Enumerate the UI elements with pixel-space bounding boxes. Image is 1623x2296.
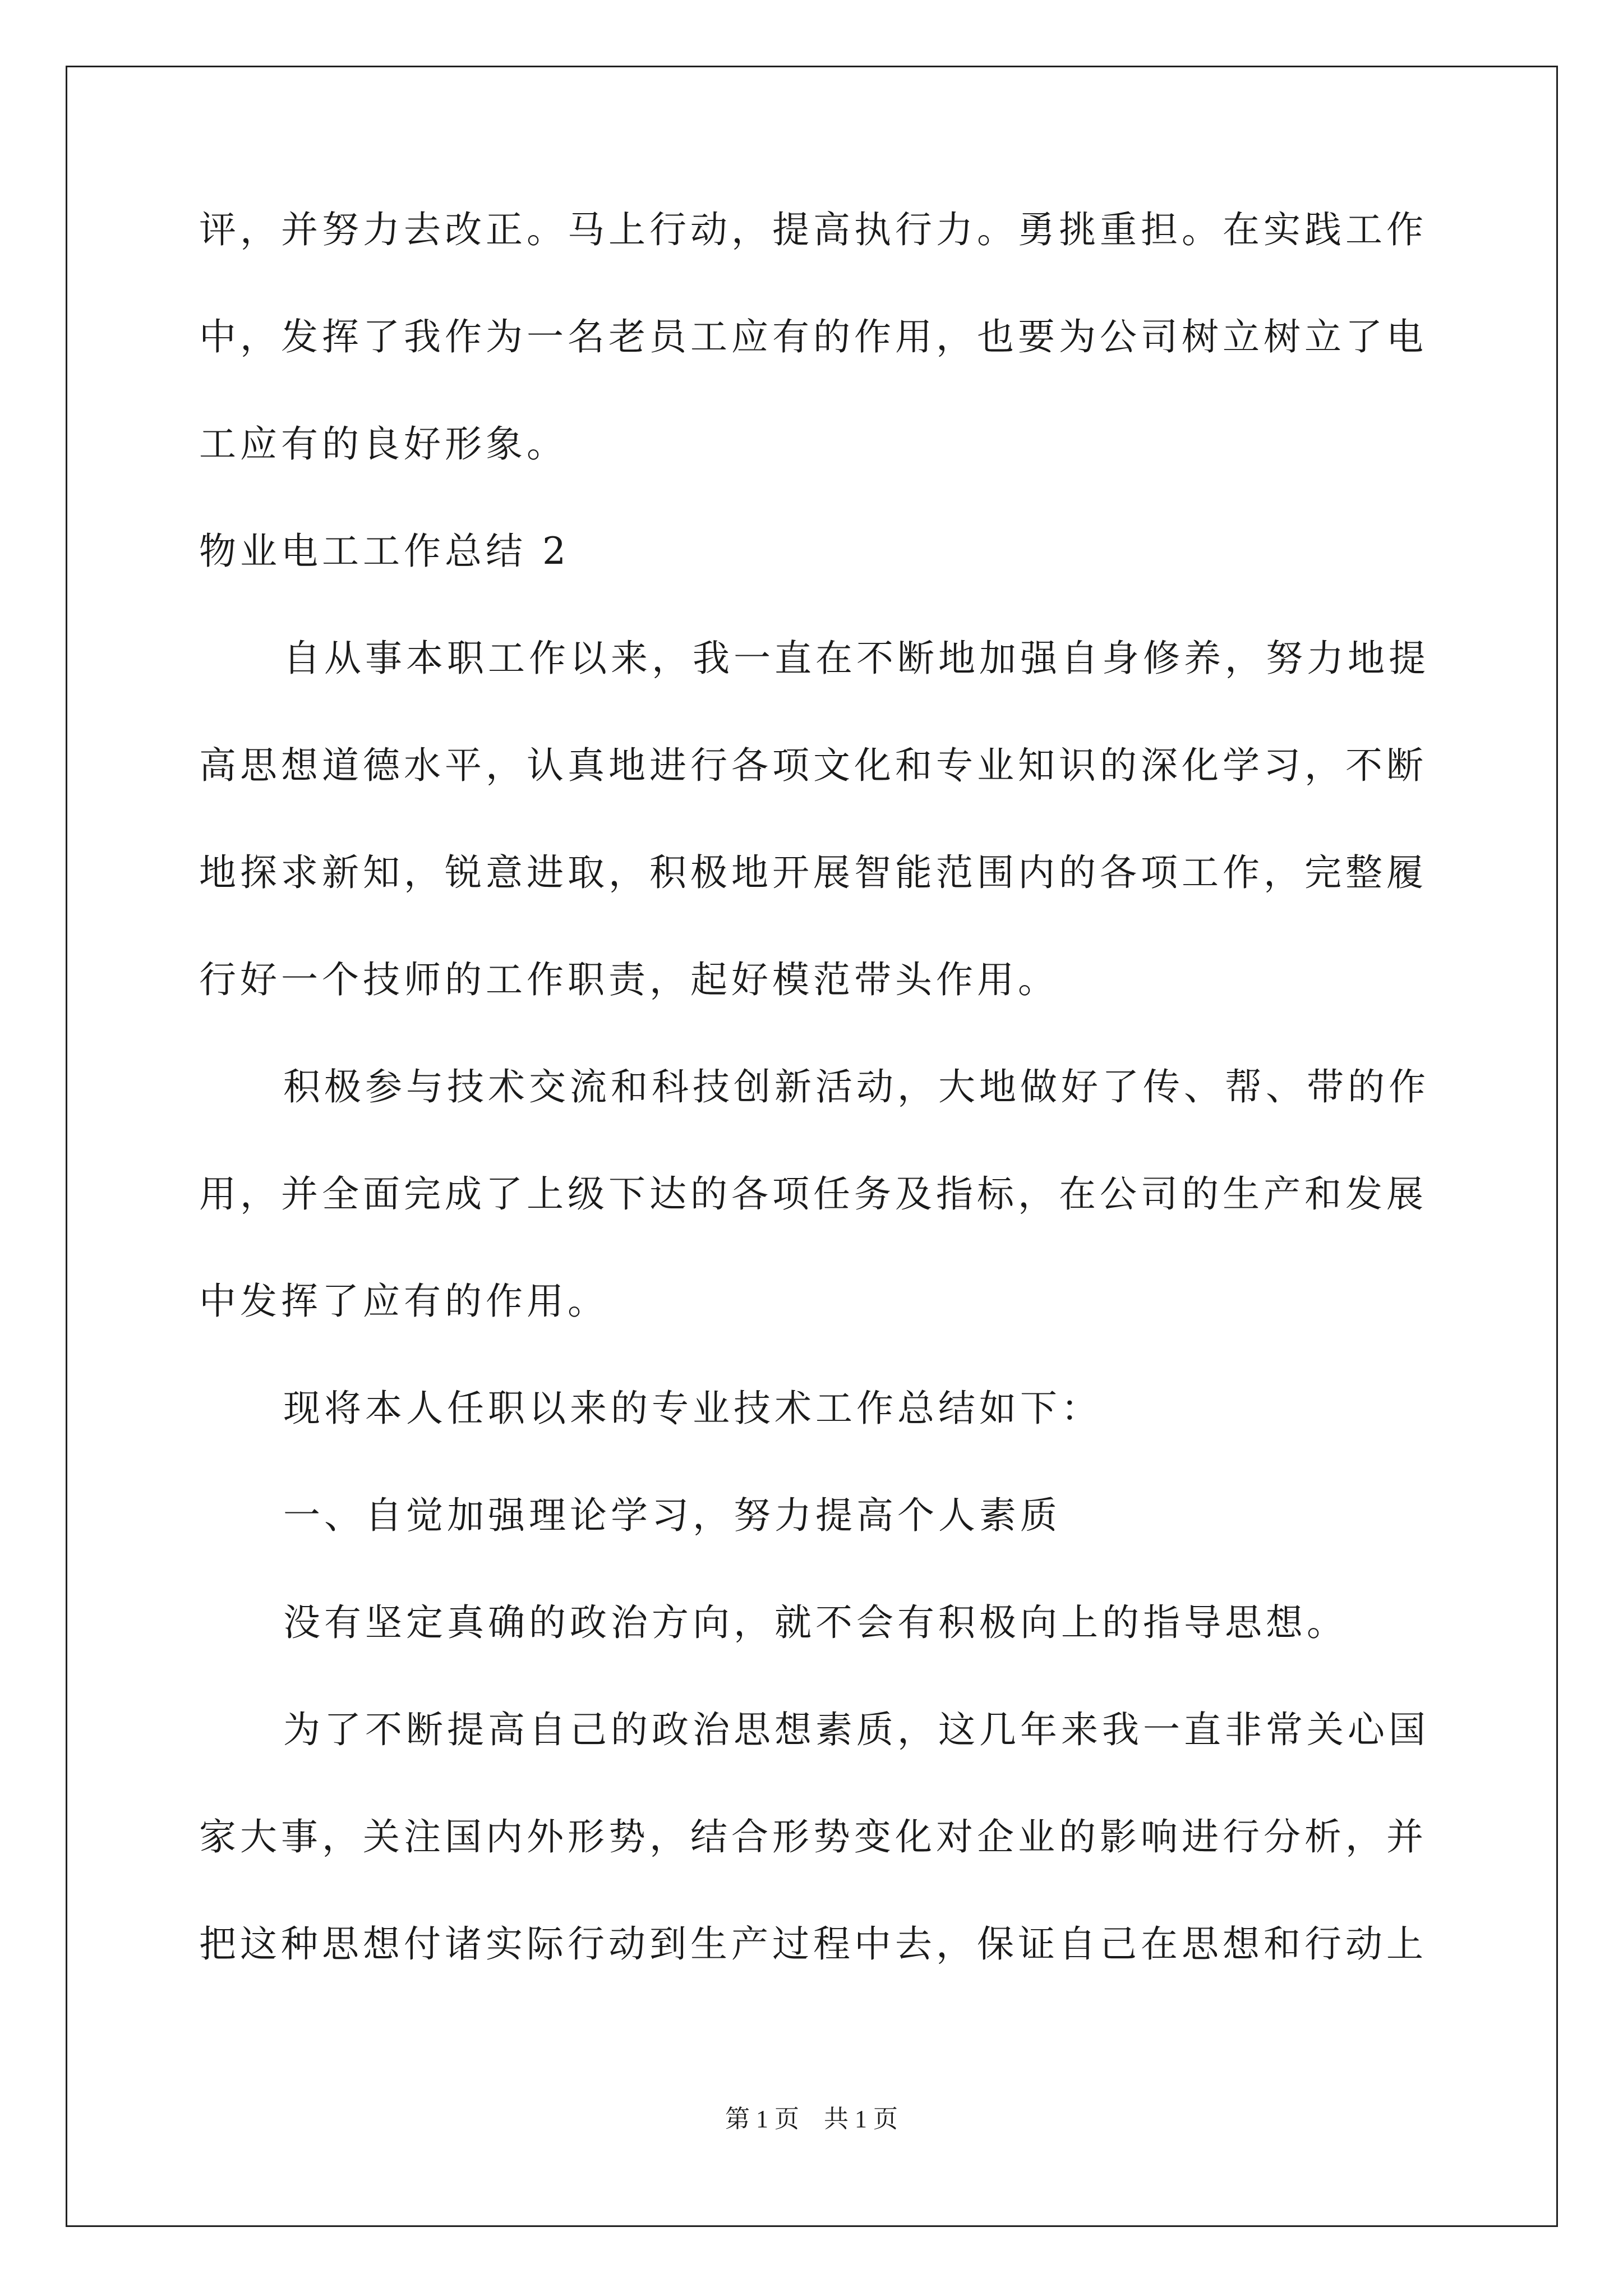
text-line: 把这种思想付诸实际行动到生产过程中去，保证自己在思想和行动上 bbox=[199, 1922, 1427, 1966]
text-line: 用，并全面完成了上级下达的各项任务及指标，在公司的生产和发展 bbox=[199, 1172, 1427, 1216]
paragraph-first-line: 为了不断提高自己的政治思想素质，这几年来我一直非常关心国 bbox=[283, 1708, 1430, 1751]
section-heading: 物业电工工作总结 2 bbox=[199, 530, 570, 573]
paragraph-first-line: 自从事本职工作以来，我一直在不断地加强自身修养，努力地提 bbox=[283, 637, 1430, 680]
paragraph-first-line: 没有坚定真确的政治方向，就不会有积极向上的指导思想。 bbox=[283, 1601, 1348, 1644]
text-line: 地探求新知，锐意进取，积极地开展智能范围内的各项工作，完整履 bbox=[199, 851, 1427, 894]
text-line: 家大事，关注国内外形势，结合形势变化对企业的影响进行分析，并 bbox=[199, 1815, 1427, 1858]
text-line: 高思想道德水平，认真地进行各项文化和专业知识的深化学习，不断 bbox=[199, 744, 1427, 787]
text-line: 工应有的良好形象。 bbox=[199, 422, 568, 466]
page-number-footer: 第 1 页 共 1 页 bbox=[725, 2105, 898, 2133]
text-line: 行好一个技师的工作职责，起好模范带头作用。 bbox=[199, 958, 1059, 1001]
text-line: 中发挥了应有的作用。 bbox=[199, 1280, 608, 1323]
subsection-heading: 一、自觉加强理论学习，努力提高个人素质 bbox=[283, 1494, 1061, 1537]
text-line: 评，并努力去改正。马上行动，提高执行力。勇挑重担。在实践工作 bbox=[199, 208, 1427, 251]
paragraph-first-line: 积极参与技术交流和科技创新活动，大地做好了传、帮、带的作 bbox=[283, 1065, 1430, 1108]
page-border bbox=[66, 66, 1558, 2227]
text-line: 中，发挥了我作为一名老员工应有的作用，也要为公司树立树立了电 bbox=[199, 315, 1427, 358]
paragraph-first-line: 现将本人任职以来的专业技术工作总结如下： bbox=[283, 1387, 1102, 1430]
